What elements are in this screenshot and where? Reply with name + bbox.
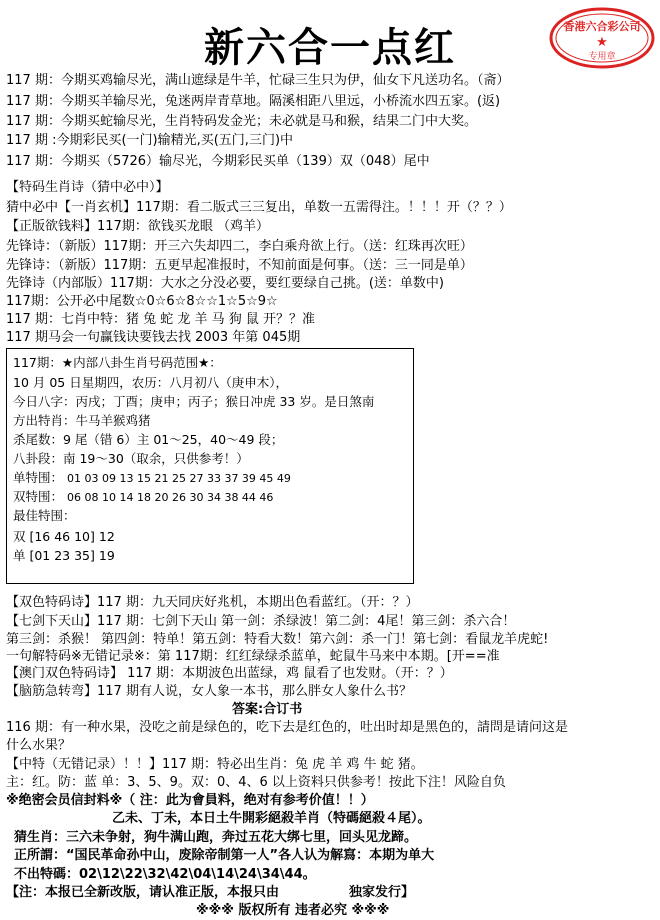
notice-end: 独家发行】 (349, 885, 415, 900)
box-kill-tail: 杀尾数：9 尾（错 6）主 01～25，40～49 段； (13, 432, 284, 447)
notice-text: 【注：本报已全新改版，请认准正版，本报只由 (6, 885, 280, 900)
lower-line: 第三剑：杀猴！ 第四剑：特单！第五剑：特看大数！第六剑：杀一门！第七剑：看鼠龙羊虎蛇! (6, 632, 549, 647)
poem-line: 117 期：今期买蛇输尽光，生肖特码发金光；未必就是马和猴，结果二门中大奖。 (6, 114, 477, 129)
box-single (13, 470, 291, 487)
colors-line: 主：红。防：蓝 单：3、5、9。双：0、4、6 以上资料只供参考！按此下注！风险自负 (6, 775, 506, 790)
box-date: 10 月 05 日星期四，农历：八月初八（庚申木）， (13, 375, 288, 390)
svg-text:★: ★ (596, 35, 608, 50)
special-line: 先锋诗：（新版）117期：五更早起准报时，不知前面是何事。（送：三一同是单） (6, 258, 473, 273)
box-bazi: 今日八字：丙戌；丁酉；庚申；丙子；猴日冲虎 33 岁。是日煞南 (13, 394, 375, 409)
lower-line: 【双色特码诗】117 期：九天同庆好兆机，本期出色看蓝红。（开：？） (6, 595, 419, 610)
riddle-answer: 答案:合订书 (232, 702, 303, 717)
seal-text: 香港六合彩公司 (563, 20, 641, 33)
notice-line (6, 884, 414, 901)
box-best-single: 单 [01 23 35] 19 (13, 548, 115, 563)
bagua-box (6, 348, 414, 584)
special-heading: 【特码生肖诗（猜中必中）】 (6, 180, 169, 195)
special-line: 先锋诗：（新版）117期：开三六失却四二，李白乘舟欲上行。（送：红珠再次旺） (6, 239, 473, 254)
page-title: 新六合一点红 (204, 24, 456, 71)
special-line: 117 期马会一句赢钱诀要钱去找 2003 年第 045期 (6, 330, 301, 345)
box-double (13, 489, 273, 506)
vip-line: ※绝密会员信封料※（ 注：此为會員料，绝对有参考价值！！） (6, 793, 374, 808)
single-label: 单特围： (13, 470, 64, 485)
box-zodiac: 方出特肖：牛马羊猴鸡猪 (13, 413, 151, 428)
riddle-line: 什么水果？ (6, 738, 72, 753)
special-line: 先锋诗（内部版）117期：大水之分没必要，要红要绿自己挑。(送：单数中) (6, 276, 444, 291)
poem-line: 117 期：今期买鸡输尽光，满山遮绿是牛羊，忙碌三生只为伊，仙女下凡送功名。（斋） (6, 73, 510, 88)
lower-line: 一句解特码※无错记录※：第 117期：红红绿绿杀蓝单，蛇鼠牛马来中本期。[开==准 (6, 649, 500, 664)
zhongte-line: 【中特（无错记录）！！】117 期：特必出生肖：兔 虎 羊 鸡 牛 蛇 猪。 (6, 757, 424, 772)
lunar-line: 乙未、丁未，本日土牛開彩絕殺羊肖（特碼絕殺４尾）。 (112, 811, 431, 826)
box-best-label: 最佳特围： (13, 508, 76, 523)
riddle-full-line: 正所謂：“国民革命孙中山，废除帝制第一人”各人认为解寫：本期为单大 (14, 848, 435, 863)
special-line: 117 期：七肖中特：猪 兔 蛇 龙 羊 马 狗 鼠 开？？准 (6, 312, 316, 327)
company-seal (548, 6, 656, 70)
special-line: 猜中必中【一肖玄机】117期：看二版式三三复出，单数一五需得注。！！！开（？？） (6, 200, 512, 215)
lower-line: 【七剑下天山】117 期：七剑下天山 第一剑：杀绿波！第二剑：4尾！第三剑：杀六合！ (6, 614, 516, 629)
riddle-line: 116 期：有一种水果，没吃之前是绿色的，吃下去是红色的，吐出时却是黑色的，請問是请问这是 (6, 720, 568, 735)
lower-line: 【脑筋急转弯】117 期有人说，女人象一本书，那么胖女人象什么书？ (6, 684, 412, 699)
double-numbers: 06 08 10 14 18 20 26 30 34 38 44 46 (67, 491, 274, 504)
poem-line: 117 期：今期买羊输尽光，兔迷两岸青草地。隔溪相距八里远，小桥流水四五家。(返) (6, 94, 501, 109)
box-heading: 117期：★内部八卦生肖号码范围★： (13, 355, 222, 370)
double-label: 双特围： (13, 489, 64, 504)
guess-line: 猜生肖：三六未争射，狗牛满山跑，奔过五花大绑七里，回头见龙蹄。 (14, 830, 418, 845)
special-line: 【正版欲钱料】117期：欲钱买龙眼 （鸡羊） (6, 219, 269, 234)
single-numbers: 01 03 09 13 15 21 25 27 33 37 39 45 49 (67, 472, 291, 485)
special-line: 117期：公开必中尾数☆0☆6☆8☆☆1☆5☆9☆ (6, 294, 278, 309)
poem-line: 117 期 :今期彩民买(一门)输精光,买(五门,三门)中 (6, 133, 294, 148)
lower-line: 【澳门双色特码诗】 117 期：本期波色出蓝绿，鸡 鼠看了也发财。（开：？） (6, 666, 453, 681)
poem-line: 117 期：今期买（5726）输尽光，今期彩民买单（139）双（048）尾中 (6, 154, 430, 169)
box-bagua: 八卦段：南 19～30（取余，只供参考！） (13, 451, 249, 466)
not-out-line: 不出特碼：02\12\22\32\42\04\14\24\34\44。 (14, 867, 316, 882)
box-best-double: 双 [16 46 10] 12 (13, 529, 115, 544)
seal-sub: 专用章 (588, 52, 616, 62)
copyright-line: ※※※ 版权所有 违者必究 ※※※ (196, 903, 390, 918)
